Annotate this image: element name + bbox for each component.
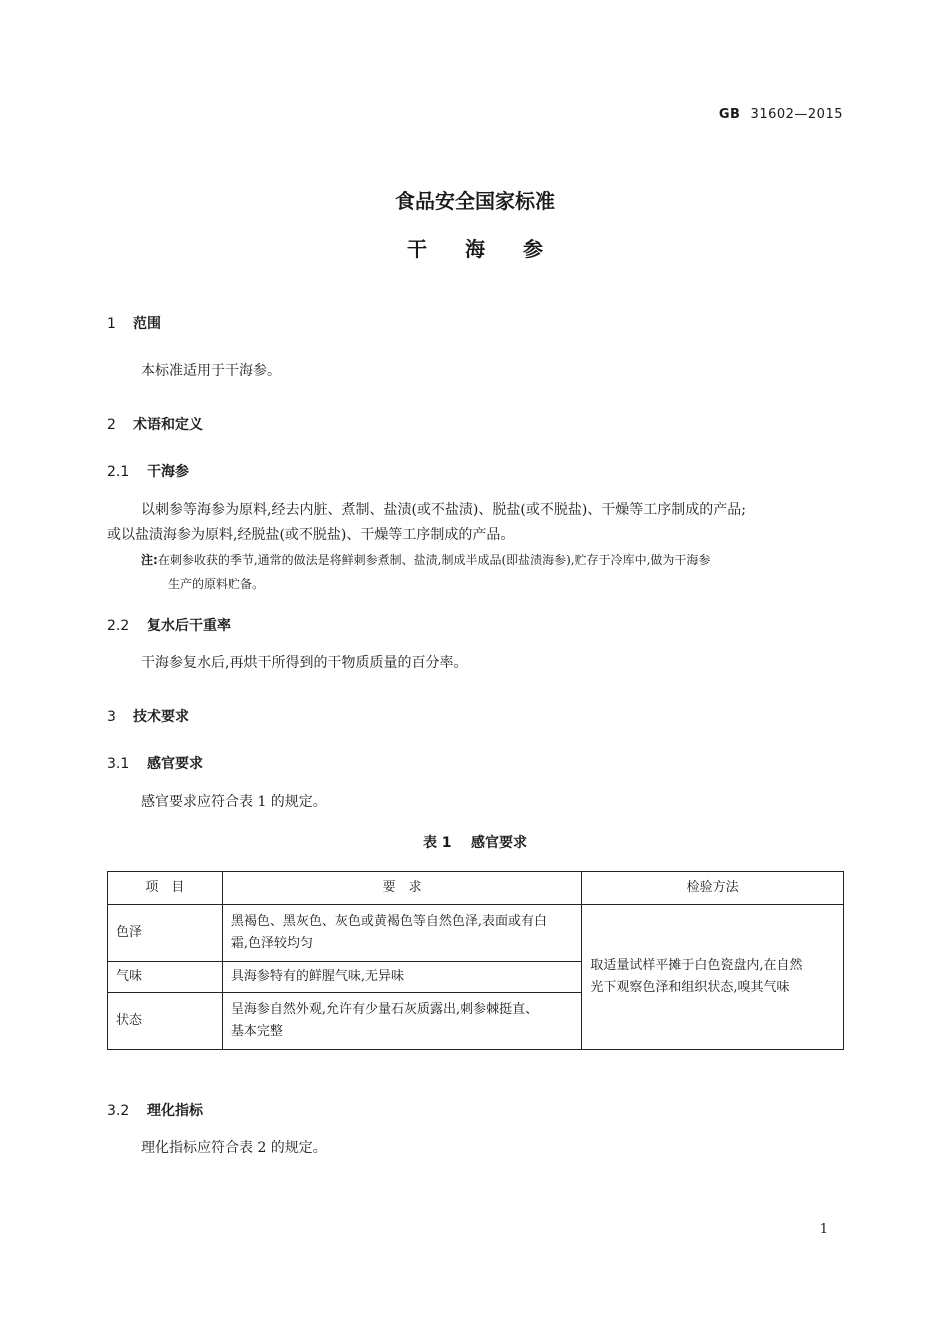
section-title: 术语和定义 (133, 417, 203, 433)
section-title: 技术要求 (133, 709, 189, 725)
section-title: 复水后干重率 (147, 618, 231, 634)
requirement-line: 呈海参自然外观,允许有少量石灰质露出,刺参棘挺直、 (230, 1002, 539, 1017)
table-cell-method (582, 905, 844, 1050)
table-cell-requirement (222, 993, 581, 1050)
table-cell-item: 状态 (108, 993, 223, 1050)
requirement-line: 黑褐色、黑灰色、灰色或黄褐色等自然色泽,表面或有白 (230, 914, 548, 929)
section-1-body: 本标准适用于干海参。 (141, 363, 281, 379)
section-1-heading (107, 313, 161, 333)
section-title: 理化指标 (147, 1103, 203, 1119)
table-1 (107, 871, 844, 1050)
section-3-2-heading (107, 1100, 203, 1120)
table-cell-requirement (222, 905, 581, 962)
section-title: 感官要求 (147, 756, 203, 772)
note-label: 注: (141, 553, 158, 567)
table-header-row (108, 872, 844, 905)
section-title: 干海参 (147, 464, 189, 480)
requirement-line: 基本完整 (230, 1024, 283, 1039)
table-cell-requirement: 具海参特有的鲜腥气味,无异味 (222, 962, 581, 993)
standard-code-prefix: GB (718, 107, 741, 122)
requirement-line: 霜,色泽较均匀 (230, 936, 314, 951)
method-line: 光下观察色泽和组织状态,嗅其气味 (590, 980, 790, 995)
table-header-cell: 要 求 (222, 872, 581, 905)
section-3-2-body: 理化指标应符合表 2 的规定。 (141, 1140, 327, 1156)
document-title-sub: 干海参 (407, 237, 581, 261)
section-2-2-heading (107, 615, 231, 635)
section-2-1-body-line1: 以刺参等海参为原料,经去内脏、煮制、盐渍(或不盐渍)、脱盐(或不脱盐)、干燥等工序制成的产品; (141, 502, 747, 518)
table-1-caption: 表 1 感官要求 (422, 835, 528, 851)
section-number: 2.1 (107, 464, 130, 480)
section-3-heading (107, 706, 189, 726)
section-2-1-body-line2: 或以盐渍海参为原料,经脱盐(或不脱盐)、干燥等工序制成的产品。 (107, 527, 515, 543)
note-line1: 在刺参收获的季节,通常的做法是将鲜刺参煮制、盐渍,制成半成品(即盐渍海参),贮存于冷库中,做为干海参 (157, 553, 711, 567)
section-2-2-body: 干海参复水后,再烘干所得到的干物质质量的百分率。 (141, 655, 468, 671)
section-number: 2.2 (107, 618, 130, 634)
section-2-1-heading (107, 461, 189, 481)
table-row (108, 905, 844, 962)
section-title: 范围 (133, 316, 161, 332)
table-cell-item: 色泽 (108, 905, 223, 962)
section-number: 2 (107, 417, 116, 433)
page-number: 1 (819, 1222, 828, 1237)
section-number: 3.2 (107, 1103, 130, 1119)
document-title-main: 食品安全国家标准 (395, 189, 555, 213)
section-number: 3.1 (107, 756, 130, 772)
table-cell-item: 气味 (108, 962, 223, 993)
section-3-1-heading (107, 753, 203, 773)
section-2-heading (107, 414, 203, 434)
section-2-1-note (141, 549, 710, 572)
section-3-1-body: 感官要求应符合表 1 的规定。 (141, 794, 327, 810)
section-number: 1 (107, 316, 116, 332)
section-number: 3 (107, 709, 116, 725)
method-line: 取适量试样平摊于白色瓷盘内,在自然 (590, 958, 803, 973)
standard-code (719, 107, 843, 122)
standard-code-number: 31602—2015 (750, 107, 843, 122)
table-header-cell: 项 目 (108, 872, 223, 905)
table-header-cell: 检验方法 (582, 872, 844, 905)
section-2-1-note-line2: 生产的原料贮备。 (168, 577, 265, 591)
